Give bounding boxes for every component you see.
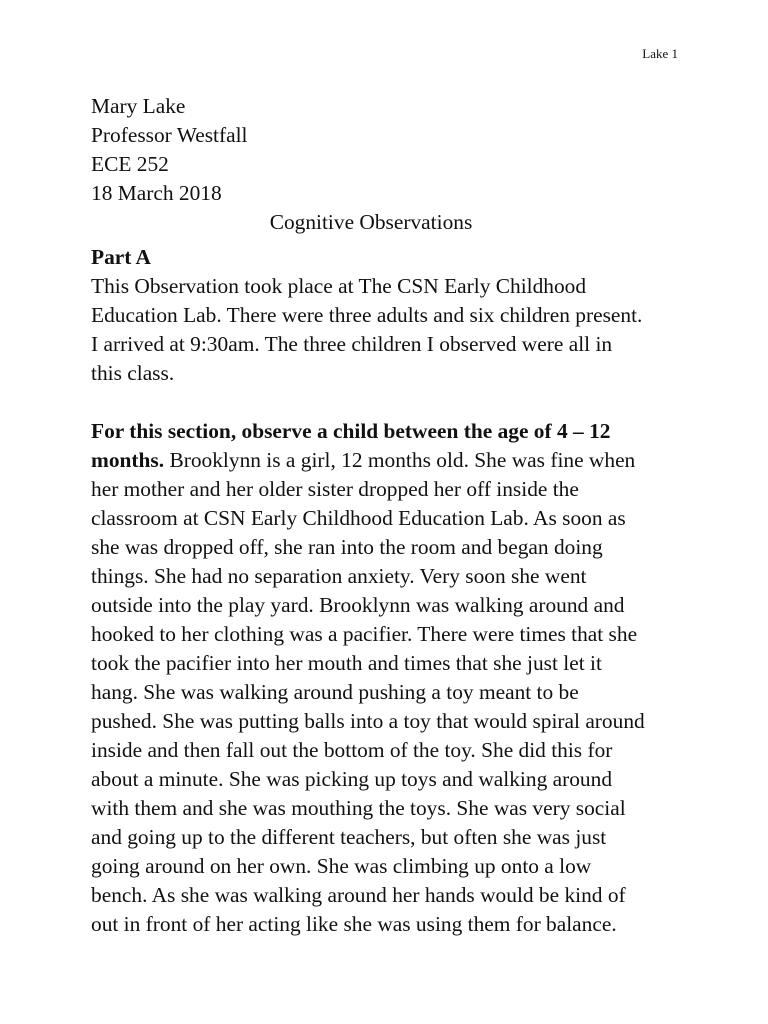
observation-line: outside into the play yard. Brooklynn was walking around and (91, 593, 625, 617)
student-name: Mary Lake (91, 94, 186, 118)
observation-line: took the pacifier into her mouth and times that she just let it (91, 651, 602, 675)
observation-line: things. She had no separation anxiety. Very soon she went (91, 564, 587, 588)
observation-line: about a minute. She was picking up toys and walking around (91, 767, 613, 791)
observation-line: hooked to her clothing was a pacifier. There were times that she (91, 622, 638, 646)
observation-line: classroom at CSN Early Childhood Education Lab. As soon as (91, 506, 626, 530)
intro-line: I arrived at 9:30am. The three children I observed were all in (91, 332, 613, 356)
observation-line: pushed. She was putting balls into a toy that would spiral around (91, 709, 645, 733)
observation-line: she was dropped off, she ran into the room and began doing (91, 535, 603, 559)
intro-line: Education Lab. There were three adults and six children present. (91, 303, 643, 327)
observation-line: her mother and her older sister dropped her off inside the (91, 477, 579, 501)
observation-line: with them and she was mouthing the toys. She was very social (91, 796, 626, 820)
intro-line: This Observation took place at The CSN Early Childhood (91, 274, 587, 298)
professor-name: Professor Westfall (91, 123, 248, 147)
essay-title: Cognitive Observations (269, 210, 473, 234)
observation-line: out in front of her acting like she was using them for balance. (91, 912, 617, 936)
essay-body (91, 92, 691, 939)
intro-paragraph (91, 272, 691, 388)
observation-text: Brooklynn is a girl, 12 months old. She was fine when (164, 448, 636, 472)
observation-line: bench. As she was walking around her hands would be kind of (91, 883, 626, 907)
section-prompt: For this section, observe a child between the age of 4 – 12 (91, 419, 611, 443)
observation-line: going around on her own. She was climbing up onto a low (91, 854, 592, 878)
observation-line: inside and then fall out the bottom of the toy. She did this for (91, 738, 613, 762)
observation-line (91, 446, 691, 475)
section-prompt-end: months. (91, 448, 165, 472)
running-head: Lake 1 (642, 46, 678, 61)
course-code: ECE 252 (91, 152, 169, 176)
essay-date: 18 March 2018 (91, 181, 222, 205)
part-a-heading: Part A (91, 245, 151, 269)
intro-line: this class. (91, 361, 175, 385)
observation-paragraph (91, 417, 691, 939)
observation-line: and going up to the different teachers, but often she was just (91, 825, 607, 849)
observation-line: hang. She was walking around pushing a toy meant to be (91, 680, 579, 704)
paragraph-spacer (91, 388, 691, 417)
